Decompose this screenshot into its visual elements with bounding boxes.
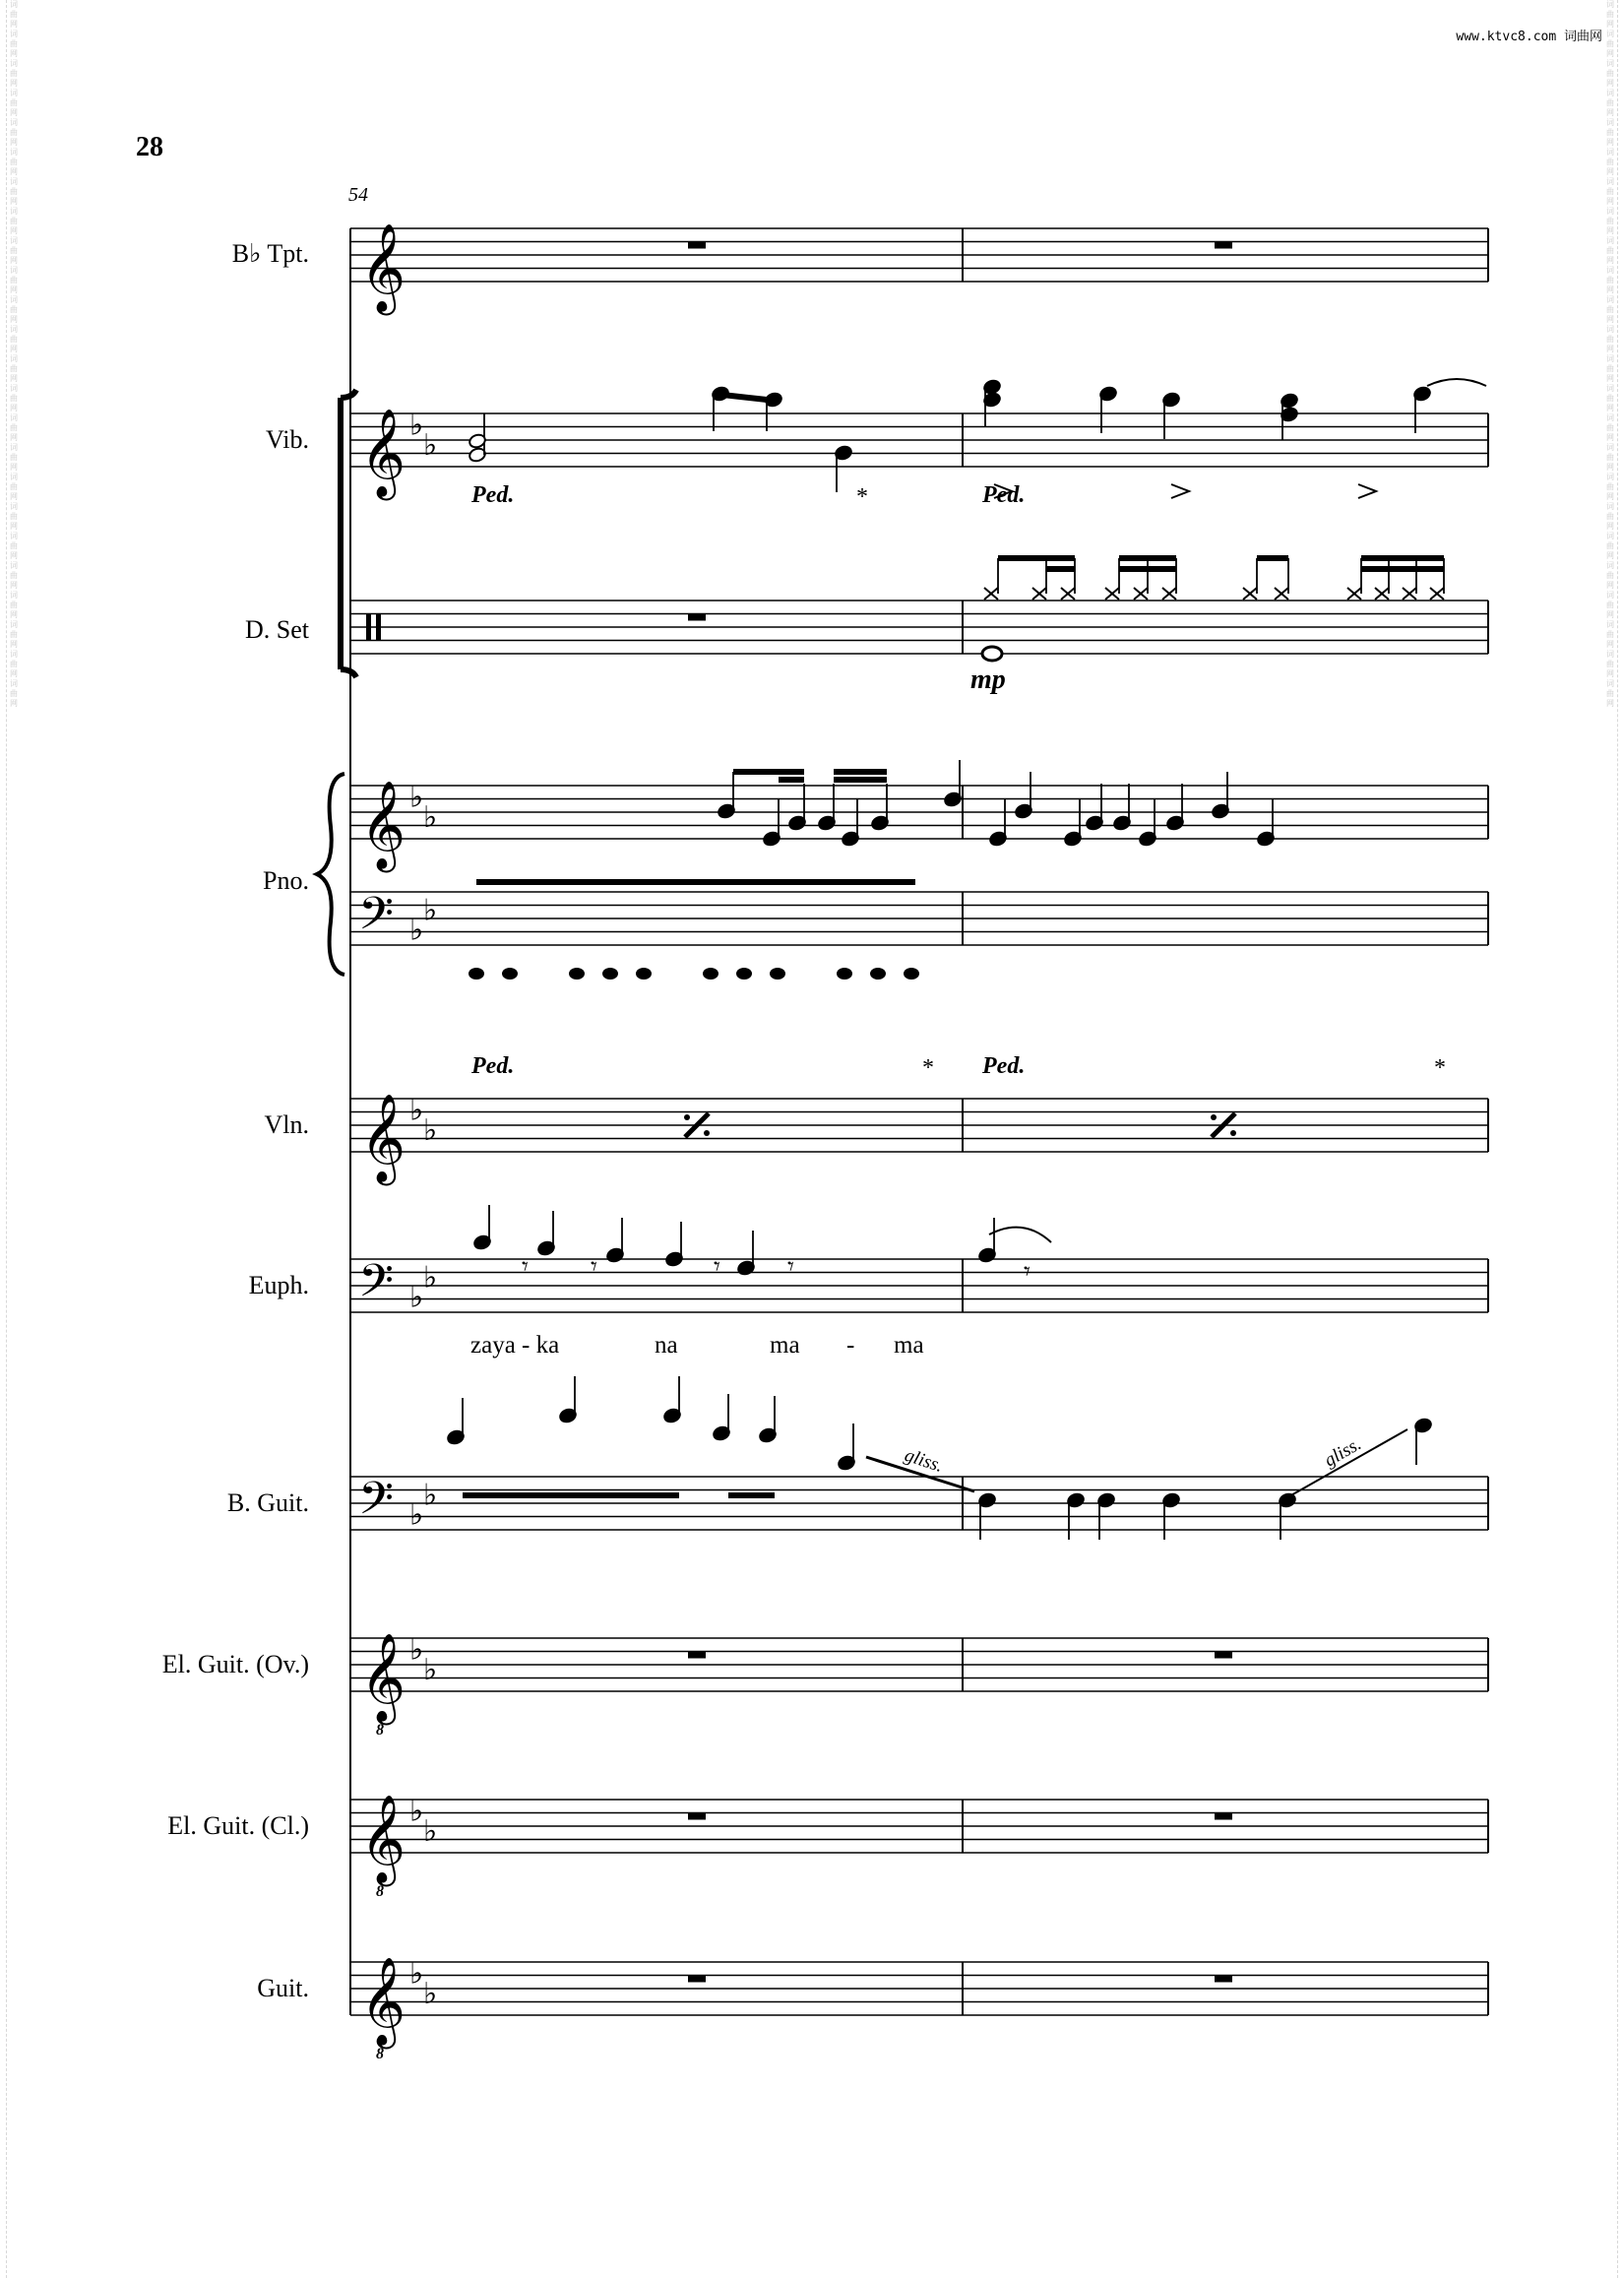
whole-rest — [688, 1813, 706, 1820]
side-glyph: 网 — [10, 669, 18, 678]
side-glyph: 曲 — [1606, 482, 1614, 491]
flat-sign: ♭ — [409, 1093, 424, 1128]
measure-repeat-dot — [704, 1130, 710, 1136]
note-head — [904, 968, 919, 980]
label-el-guitar-cl: El. Guit. (Cl.) — [167, 1811, 309, 1840]
side-glyph: 词 — [10, 0, 18, 9]
treble-clef: 𝄞 — [360, 223, 406, 312]
flat-sign: ♭ — [409, 913, 424, 948]
side-glyph: 曲 — [10, 453, 18, 462]
side-glyph: 曲 — [1606, 217, 1614, 225]
side-glyph: 词 — [10, 650, 18, 659]
side-glyph: 词 — [1606, 384, 1614, 393]
whole-rest — [688, 1652, 706, 1659]
side-glyph: 曲 — [1606, 423, 1614, 432]
side-glyph: 词 — [10, 532, 18, 540]
pedal-mark: Ped. — [471, 1053, 515, 1079]
side-glyph: 网 — [1606, 492, 1614, 501]
x-note-head — [1403, 588, 1416, 600]
side-glyph: 词 — [10, 266, 18, 275]
side-glyph: 网 — [10, 581, 18, 590]
side-glyph: 曲 — [10, 187, 18, 196]
treble-clef: 𝄞 — [360, 1094, 406, 1182]
side-glyph: 词 — [1606, 118, 1614, 127]
side-glyph: 网 — [10, 699, 18, 708]
flat-sign: ♭ — [409, 1956, 424, 1992]
label-bass-guitar: B. Guit. — [226, 1488, 309, 1517]
side-glyph: 曲 — [10, 128, 18, 137]
flat-sign: ♭ — [423, 1813, 438, 1849]
side-glyph: 词 — [10, 236, 18, 245]
side-glyph: 网 — [1606, 256, 1614, 265]
x-note-head — [1061, 588, 1075, 600]
side-glyph: 网 — [10, 522, 18, 531]
side-glyph: 词 — [1606, 236, 1614, 245]
side-glyph: 词 — [1606, 30, 1614, 38]
side-glyph: 词 — [1606, 177, 1614, 186]
side-glyph: 词 — [10, 354, 18, 363]
side-glyph: 网 — [10, 167, 18, 176]
side-glyph: 曲 — [1606, 394, 1614, 403]
side-glyph: 曲 — [1606, 128, 1614, 137]
flat-sign: ♭ — [409, 780, 424, 815]
score-texts — [348, 184, 1446, 1477]
side-glyph: 网 — [1606, 315, 1614, 324]
side-glyph: 曲 — [10, 246, 18, 255]
note-head — [770, 968, 785, 980]
note-head — [636, 968, 652, 980]
side-glyph: 曲 — [1606, 453, 1614, 462]
side-glyph: 曲 — [10, 364, 18, 373]
side-glyph: 网 — [1606, 20, 1614, 29]
note-head — [837, 968, 852, 980]
side-glyph: 词 — [1606, 561, 1614, 570]
label-trumpet: B♭ Tpt. — [231, 239, 309, 268]
x-note-head — [984, 588, 998, 600]
side-glyph: 网 — [10, 640, 18, 649]
side-glyph: 词 — [10, 443, 18, 452]
x-note-head — [1105, 588, 1119, 600]
side-glyph: 曲 — [10, 601, 18, 609]
side-glyph: 曲 — [10, 276, 18, 285]
page-number: 28 — [136, 132, 163, 162]
side-glyph: 网 — [10, 256, 18, 265]
side-glyph: 网 — [10, 404, 18, 412]
side-glyph: 曲 — [1606, 187, 1614, 196]
side-glyph: 词 — [1606, 591, 1614, 600]
bass-clef: 𝄢 — [358, 1472, 395, 1537]
whole-rest — [688, 1976, 706, 1983]
side-glyph: 网 — [10, 433, 18, 442]
flat-sign: ♭ — [423, 1478, 438, 1513]
side-glyph: 网 — [1606, 197, 1614, 206]
side-glyph: 网 — [10, 20, 18, 29]
label-vibraphone: Vib. — [266, 425, 309, 454]
side-glyph: 曲 — [1606, 630, 1614, 639]
side-glyph: 词 — [1606, 354, 1614, 363]
side-glyph: 词 — [1606, 295, 1614, 304]
side-glyph: 网 — [10, 285, 18, 294]
note-head — [703, 968, 718, 980]
side-glyph: 网 — [10, 610, 18, 619]
eighth-rest: 𝄾 — [1024, 1257, 1031, 1287]
side-glyph: 词 — [1606, 148, 1614, 157]
treble-clef: 𝄞 — [360, 409, 406, 497]
side-glyph: 词 — [10, 502, 18, 511]
side-glyph: 词 — [10, 30, 18, 38]
side-glyph: 曲 — [1606, 246, 1614, 255]
side-glyph: 词 — [1606, 679, 1614, 688]
note-head — [502, 968, 518, 980]
x-note-head — [1375, 588, 1389, 600]
pedal-mark: Ped. — [982, 1053, 1026, 1079]
gliss-mark: gliss. — [902, 1444, 946, 1477]
side-glyph: 词 — [1606, 207, 1614, 216]
side-glyph: 曲 — [10, 10, 18, 19]
side-glyph: 网 — [10, 197, 18, 206]
treble-clef: 𝄞 — [360, 1795, 406, 1883]
flat-sign: ♭ — [409, 1632, 424, 1668]
side-glyph: 曲 — [10, 305, 18, 314]
staff-lines — [350, 228, 1488, 2015]
flat-sign: ♭ — [409, 1794, 424, 1829]
side-glyph: 曲 — [1606, 571, 1614, 580]
lyric: - — [846, 1332, 855, 1359]
side-glyph: 曲 — [1606, 39, 1614, 48]
side-glyph: 曲 — [1606, 512, 1614, 521]
label-drum-set: D. Set — [245, 615, 309, 644]
lyric: na — [655, 1332, 678, 1359]
lyric: zaya - ka — [470, 1332, 560, 1359]
flat-sign: ♭ — [423, 1976, 438, 2011]
side-glyph: 曲 — [1606, 69, 1614, 78]
flat-sign: ♭ — [409, 408, 424, 443]
side-glyph: 网 — [1606, 433, 1614, 442]
side-glyph: 网 — [10, 463, 18, 472]
tie — [989, 1228, 1051, 1242]
side-glyph: 网 — [10, 551, 18, 560]
side-glyph: 网 — [10, 226, 18, 235]
side-glyph: 曲 — [1606, 689, 1614, 698]
side-glyph: 曲 — [10, 541, 18, 550]
label-euphonium: Euph. — [248, 1271, 309, 1299]
whole-rest — [1215, 1976, 1232, 1983]
side-glyph: 曲 — [1606, 660, 1614, 668]
side-glyph: 网 — [1606, 669, 1614, 678]
label-guitar: Guit. — [257, 1974, 309, 2002]
side-glyph: 网 — [10, 345, 18, 353]
x-note-head — [1243, 588, 1257, 600]
side-glyph: 曲 — [10, 423, 18, 432]
measure-repeat-dot — [1230, 1130, 1236, 1136]
whole-rest — [688, 614, 706, 621]
side-glyph: 词 — [10, 473, 18, 481]
side-glyph: 网 — [1606, 79, 1614, 88]
side-glyph: 曲 — [1606, 541, 1614, 550]
side-glyph: 词 — [1606, 502, 1614, 511]
measure-repeat-dot — [1211, 1114, 1217, 1120]
side-glyph: 网 — [1606, 581, 1614, 590]
side-glyph: 网 — [1606, 345, 1614, 353]
side-glyph: 曲 — [10, 660, 18, 668]
side-glyph: 词 — [10, 591, 18, 600]
treble-clef: 𝄞 — [360, 1633, 406, 1722]
x-note-head — [1430, 588, 1444, 600]
bass-clef: 𝄢 — [358, 1254, 395, 1319]
side-glyph: 网 — [10, 108, 18, 117]
flat-sign: ♭ — [409, 1497, 424, 1533]
side-glyph: 网 — [1606, 699, 1614, 708]
side-glyph: 曲 — [1606, 158, 1614, 166]
eighth-rest: 𝄾 — [787, 1252, 794, 1282]
side-glyph: 曲 — [1606, 364, 1614, 373]
flat-sign: ♭ — [423, 1112, 438, 1148]
side-glyph: 曲 — [1606, 305, 1614, 314]
side-glyph: 网 — [10, 138, 18, 147]
side-glyph: 网 — [1606, 610, 1614, 619]
side-glyph: 词 — [10, 325, 18, 334]
side-glyph: 曲 — [10, 394, 18, 403]
eighth-rest: 𝄾 — [522, 1252, 529, 1282]
side-glyph: 曲 — [10, 335, 18, 344]
whole-rest — [1215, 1652, 1232, 1659]
treble-clef: 𝄞 — [360, 1957, 406, 2046]
side-glyph: 词 — [1606, 413, 1614, 422]
side-glyph: 词 — [10, 561, 18, 570]
side-glyph: 词 — [10, 177, 18, 186]
flat-sign: ♭ — [409, 1280, 424, 1315]
side-glyph: 词 — [1606, 325, 1614, 334]
side-glyph: 网 — [1606, 404, 1614, 412]
watermark: www.ktvc8.com 词曲网 — [1456, 30, 1602, 44]
accent — [1171, 484, 1189, 498]
side-glyph: 词 — [10, 620, 18, 629]
side-glyph: 词 — [1606, 532, 1614, 540]
side-glyph: 网 — [10, 79, 18, 88]
whole-rest — [688, 242, 706, 249]
lyric: ma — [894, 1332, 924, 1359]
side-glyph: 词 — [10, 148, 18, 157]
label-violin: Vln. — [264, 1110, 309, 1139]
x-note-head — [1162, 588, 1176, 600]
pedal-release-mark: * — [1434, 1055, 1446, 1081]
measure-repeat-dot — [684, 1114, 690, 1120]
side-glyph: 网 — [1606, 374, 1614, 383]
note-head — [569, 968, 585, 980]
side-glyph: 网 — [1606, 167, 1614, 176]
lyric: ma — [770, 1332, 800, 1359]
whole-rest — [1215, 242, 1232, 249]
side-glyph: 曲 — [1606, 276, 1614, 285]
side-glyph: 曲 — [10, 689, 18, 698]
side-glyph: 网 — [1606, 108, 1614, 117]
bass-clef: 𝄢 — [358, 887, 395, 952]
side-glyph: 词 — [10, 59, 18, 68]
flat-sign: ♭ — [423, 799, 438, 835]
side-glyph: 曲 — [10, 69, 18, 78]
whole-rest — [1215, 1813, 1232, 1820]
side-glyph: 词 — [10, 118, 18, 127]
measure-number: 54 — [348, 184, 368, 206]
side-glyph: 词 — [10, 295, 18, 304]
side-glyph: 词 — [10, 384, 18, 393]
percussion-clef — [376, 614, 381, 641]
side-glyph: 曲 — [10, 482, 18, 491]
pedal-mark: Ped. — [982, 482, 1026, 508]
flat-sign: ♭ — [423, 1260, 438, 1296]
x-note-head — [1275, 588, 1288, 600]
side-glyph: 曲 — [10, 630, 18, 639]
note-head — [736, 968, 752, 980]
octave-mark: 8 — [376, 1722, 384, 1739]
clefs — [358, 223, 437, 2062]
note-head — [870, 968, 886, 980]
side-glyph: 网 — [1606, 285, 1614, 294]
note-head — [602, 968, 618, 980]
side-glyph: 词 — [10, 207, 18, 216]
side-glyph: 词 — [1606, 650, 1614, 659]
note-head — [468, 968, 484, 980]
side-glyph: 曲 — [10, 39, 18, 48]
label-el-guitar-ov: El. Guit. (Ov.) — [161, 1650, 309, 1678]
side-glyph: 曲 — [10, 571, 18, 580]
treble-clef: 𝄞 — [360, 781, 406, 869]
whole-note — [982, 647, 1002, 661]
tie — [1427, 379, 1486, 386]
side-glyph: 曲 — [10, 512, 18, 521]
octave-mark: 8 — [376, 2046, 384, 2062]
side-glyph: 词 — [10, 679, 18, 688]
side-glyph: 网 — [1606, 226, 1614, 235]
x-note-head — [1134, 588, 1148, 600]
side-glyph: 词 — [1606, 443, 1614, 452]
label-piano: Pno. — [263, 866, 309, 895]
side-glyph: 网 — [1606, 640, 1614, 649]
eighth-rest: 𝄾 — [714, 1252, 720, 1282]
percussion-clef — [366, 614, 371, 641]
side-glyph: 网 — [1606, 463, 1614, 472]
side-glyph: 词 — [10, 413, 18, 422]
side-glyph: 词 — [10, 89, 18, 97]
flat-sign: ♭ — [423, 1652, 438, 1687]
pedal-release-mark: * — [922, 1055, 934, 1081]
pedal-release-mark: * — [856, 484, 868, 510]
side-glyph: 网 — [10, 315, 18, 324]
flat-sign: ♭ — [423, 893, 438, 928]
x-note-head — [1032, 588, 1046, 600]
side-glyph: 网 — [1606, 551, 1614, 560]
side-glyph: 词 — [1606, 620, 1614, 629]
side-glyph: 网 — [10, 374, 18, 383]
flat-sign: ♭ — [423, 427, 438, 463]
side-glyph: 曲 — [1606, 98, 1614, 107]
accent — [1358, 484, 1376, 498]
side-glyph: 词 — [1606, 59, 1614, 68]
eighth-rest: 𝄾 — [591, 1252, 597, 1282]
ensemble-bracket — [341, 390, 356, 677]
piano-brace — [317, 774, 344, 975]
side-glyph: 词 — [1606, 0, 1614, 9]
side-glyph: 网 — [10, 49, 18, 58]
side-glyph: 曲 — [1606, 335, 1614, 344]
octave-mark: 8 — [376, 1883, 384, 1900]
side-glyph: 曲 — [10, 158, 18, 166]
side-glyph: 网 — [1606, 138, 1614, 147]
side-glyph: 词 — [1606, 89, 1614, 97]
side-glyph: 曲 — [10, 217, 18, 225]
side-glyph: 曲 — [10, 98, 18, 107]
side-glyph: 词 — [1606, 266, 1614, 275]
side-glyph: 网 — [10, 492, 18, 501]
side-glyph: 词 — [1606, 473, 1614, 481]
gliss-mark: gliss. — [1321, 1433, 1365, 1472]
x-note-head — [1347, 588, 1361, 600]
side-glyph: 网 — [1606, 522, 1614, 531]
side-glyph: 曲 — [1606, 601, 1614, 609]
dynamic-mark: mp — [970, 664, 1006, 695]
side-glyph: 曲 — [1606, 10, 1614, 19]
side-glyph: 网 — [1606, 49, 1614, 58]
pedal-mark: Ped. — [471, 482, 515, 508]
